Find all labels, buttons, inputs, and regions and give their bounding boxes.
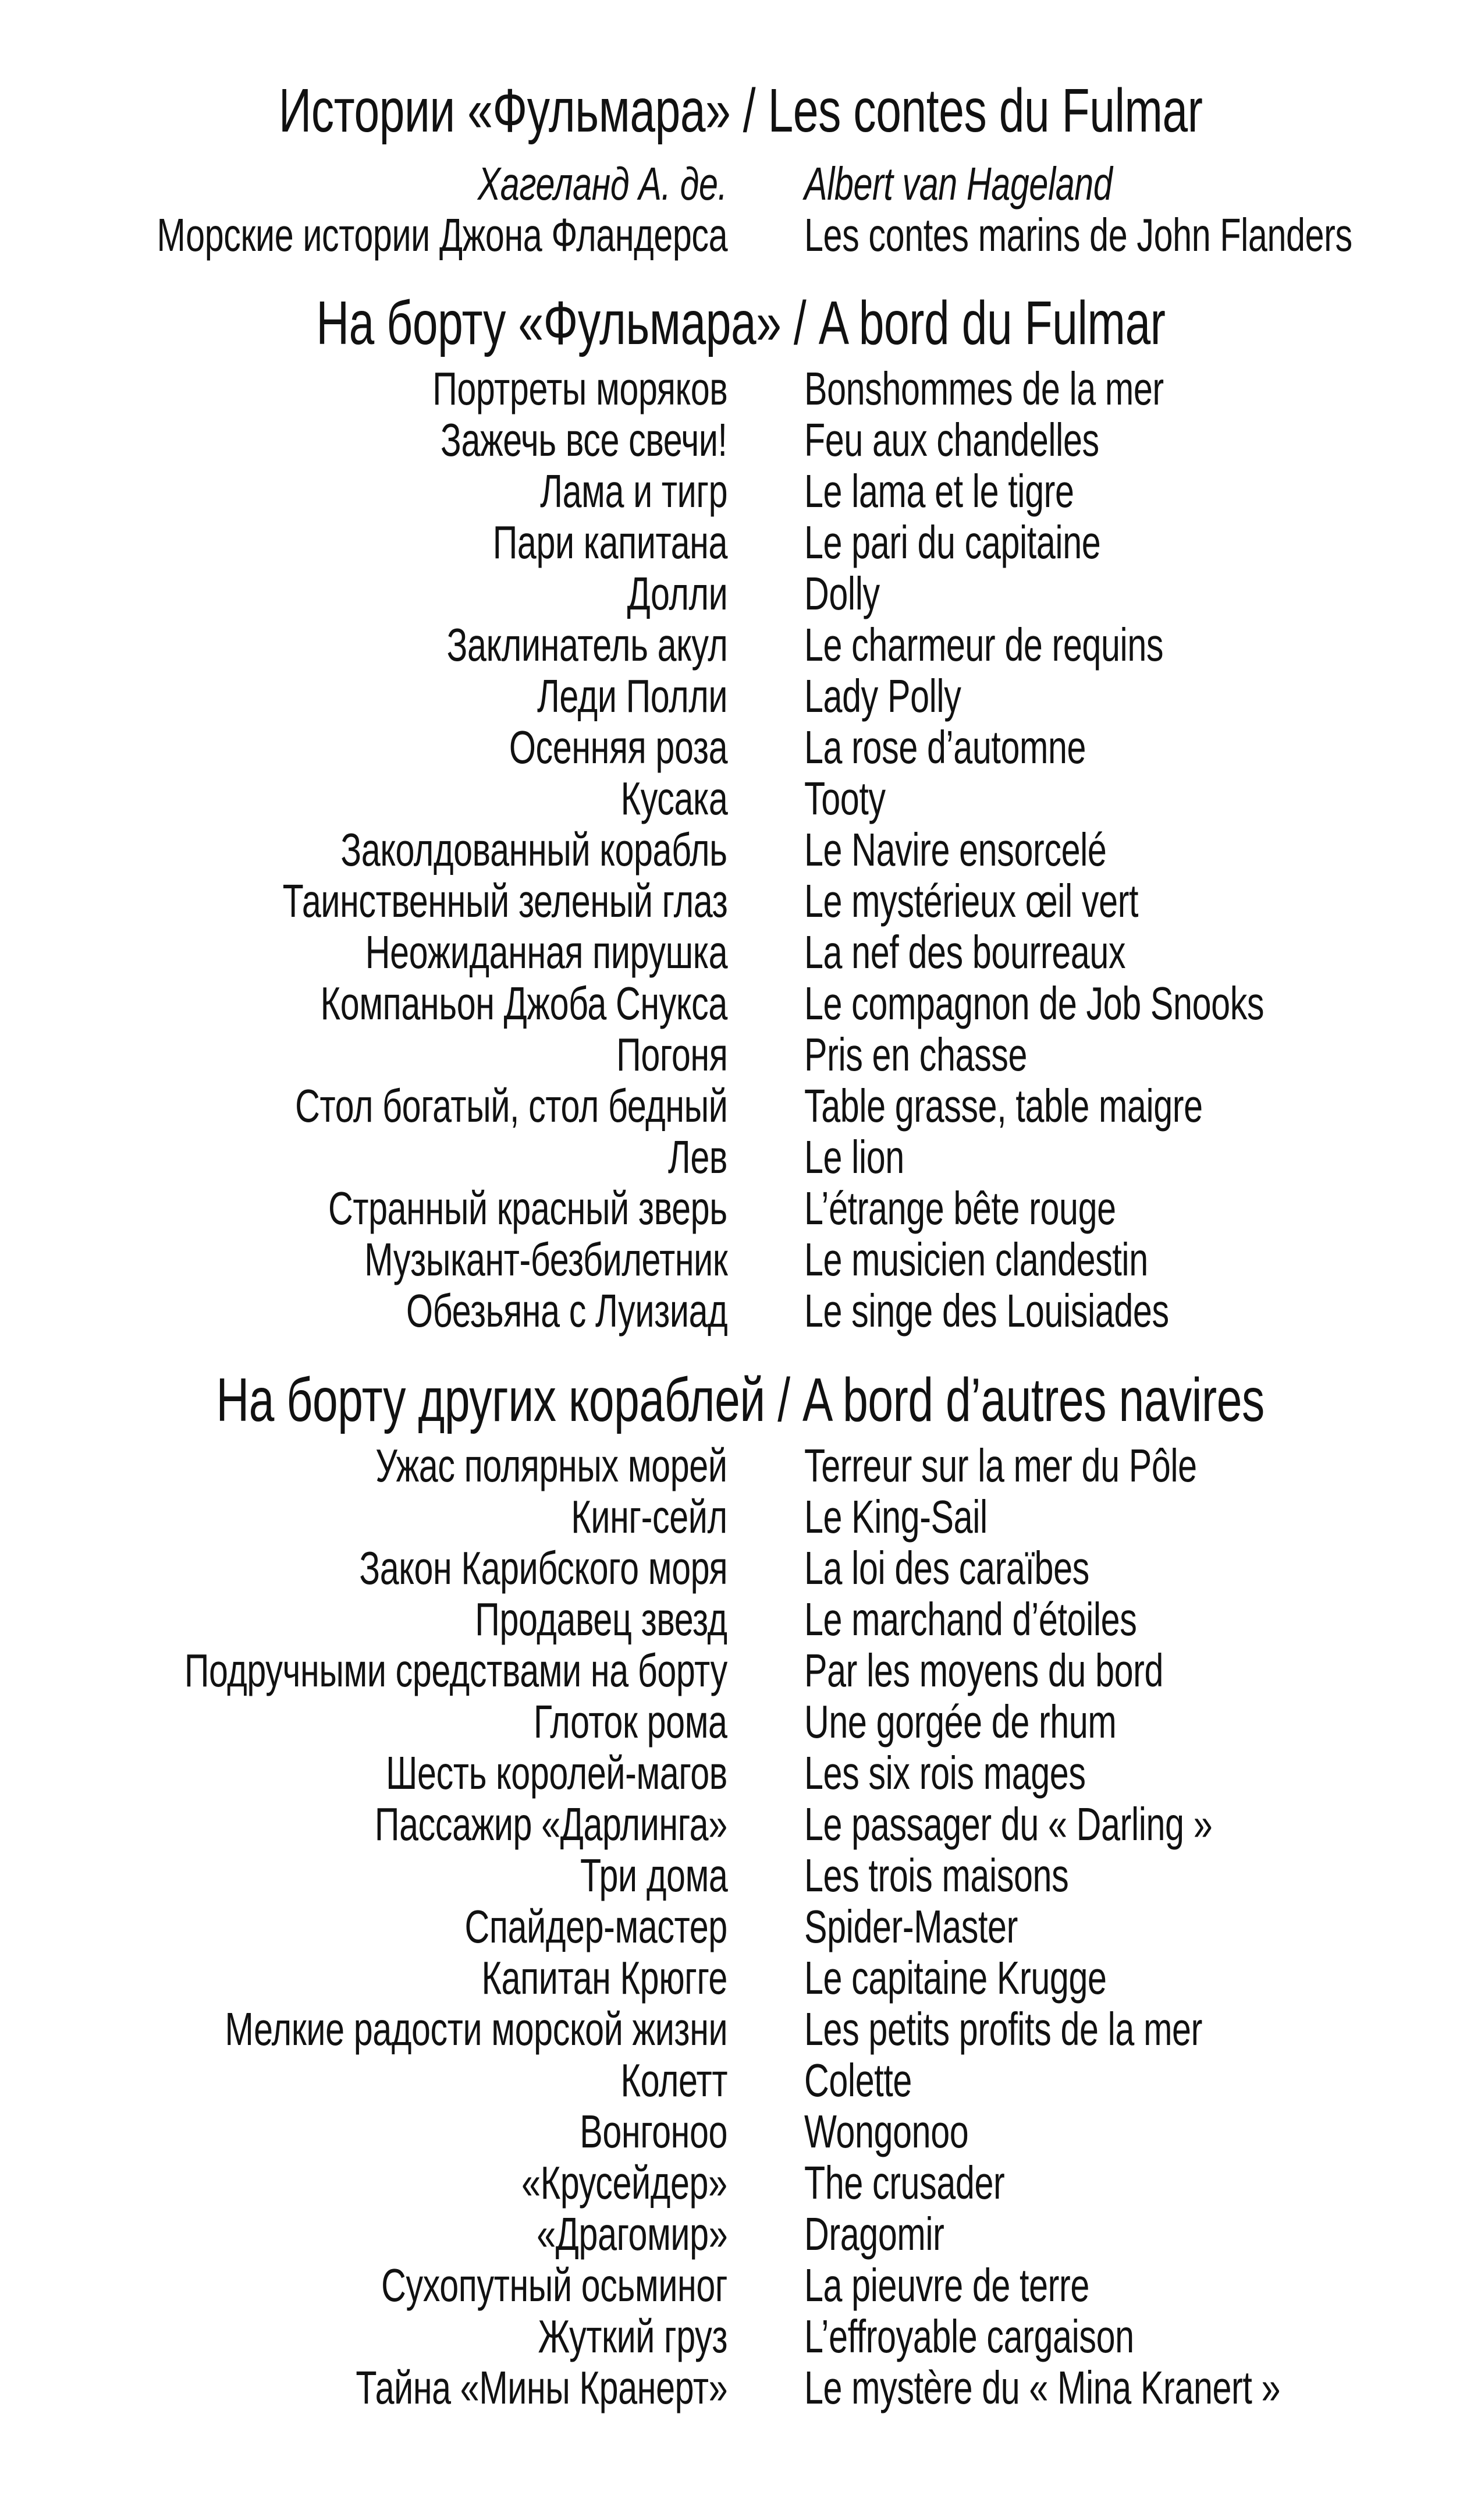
list-item	[0, 517, 1481, 568]
title-ru: Вонгоноо	[580, 2106, 727, 2157]
title-fr: Bonshommes de la mer	[804, 363, 1164, 414]
title-fr: Une gorgée de rhum	[804, 1696, 1117, 1748]
title-fr: La loi des caraïbes	[804, 1542, 1089, 1594]
list-item	[0, 1748, 1481, 1799]
title-ru: Музыкант-безбилетник	[364, 1234, 727, 1285]
section-title-text: На борту других кораблей / A bord d’autres navires	[216, 1366, 1265, 1434]
title-fr: Le mystère du « Mina Kranert »	[804, 2362, 1281, 2413]
list-item	[0, 1491, 1481, 1543]
title-ru: Странный красный зверь	[328, 1182, 727, 1234]
list-item	[0, 1132, 1481, 1183]
list-item	[0, 927, 1481, 978]
list-item	[0, 2362, 1481, 2413]
list-item	[0, 2004, 1481, 2055]
title-ru: Подручными средствами на борту	[184, 1644, 727, 1696]
list-item	[0, 1594, 1481, 1645]
list-item	[0, 1080, 1481, 1132]
section-title	[0, 1365, 1481, 1435]
title-fr: Le King-Sail	[804, 1491, 988, 1543]
list-item	[0, 2260, 1481, 2311]
list-item	[0, 1952, 1481, 2004]
title-ru: Погоня	[616, 1029, 727, 1080]
title-fr: Dragomir	[804, 2208, 944, 2260]
section-title	[0, 288, 1481, 358]
title-ru: Продавец звезд	[475, 1593, 727, 1645]
title-fr: Les trois maisons	[804, 1849, 1069, 1901]
title-ru: Сухопутный осьминог	[381, 2259, 727, 2311]
title-ru: Леди Полли	[537, 670, 727, 722]
title-fr: Lady Polly	[804, 670, 961, 722]
title-ru: Шесть королей-магов	[386, 1747, 727, 1799]
book-title-fr: Les contes marins de John Flanders	[804, 209, 1352, 261]
title-fr: Les petits profits de la mer	[804, 2003, 1202, 2055]
section-title-text: Истории «Фульмара» / Les contes du Fulmar	[278, 76, 1203, 145]
title-fr: Les six rois mages	[804, 1747, 1086, 1799]
list-item	[0, 1183, 1481, 1234]
title-ru: Лев	[667, 1131, 727, 1183]
section-title	[0, 76, 1481, 146]
title-fr: Terreur sur la mer du Pôle	[804, 1440, 1197, 1491]
list-item	[0, 671, 1481, 722]
title-ru: «Крусейдер»	[521, 2157, 727, 2209]
title-ru: Три дома	[580, 1849, 727, 1901]
list-item	[0, 978, 1481, 1029]
title-fr: Par les moyens du bord	[804, 1644, 1164, 1696]
title-fr: Feu aux chandelles	[804, 414, 1099, 466]
title-ru: Заколдованный корабль	[340, 824, 727, 876]
title-fr: L’étrange bête rouge	[804, 1182, 1116, 1234]
title-ru: Заклинатель акул	[446, 619, 727, 671]
title-ru: Пари капитана	[492, 516, 727, 568]
title-fr: Wongonoo	[804, 2106, 969, 2157]
title-fr: Le lion	[804, 1131, 904, 1183]
list-item	[0, 876, 1481, 927]
list-item	[0, 1234, 1481, 1285]
title-fr: Le singe des Louisiades	[804, 1285, 1169, 1337]
list-item	[0, 1440, 1481, 1491]
list-item	[0, 1799, 1481, 1850]
title-fr: The crusader	[804, 2157, 1005, 2209]
title-fr: Tooty	[804, 772, 886, 824]
title-fr: La pieuvre de terre	[804, 2259, 1089, 2311]
title-ru: Ужас полярных морей	[375, 1440, 727, 1491]
title-fr: Colette	[804, 2054, 912, 2106]
title-fr: L’effroyable cargaison	[804, 2310, 1134, 2362]
list-item	[0, 2311, 1481, 2362]
title-ru: Таинственный зеленый глаз	[282, 875, 727, 927]
title-ru: Зажечь все свечи!	[441, 414, 727, 466]
list-item	[0, 466, 1481, 517]
title-fr: Table grasse, table maigre	[804, 1080, 1203, 1132]
book-title-ru: Морские истории Джона Фландерса	[157, 209, 727, 261]
title-fr: Le capitaine Krugge	[804, 1952, 1107, 2004]
title-fr: Le pari du capitaine	[804, 516, 1101, 568]
list-item	[0, 1696, 1481, 1748]
list-item	[0, 1543, 1481, 1594]
title-fr: Le musicien clandestin	[804, 1234, 1148, 1285]
book-title-row	[0, 210, 1481, 261]
title-ru: Жуткий груз	[538, 2310, 727, 2362]
title-ru: Осенняя роза	[509, 721, 727, 773]
list-item	[0, 2055, 1481, 2106]
title-ru: Долли	[627, 568, 727, 619]
title-ru: Обезьяна с Луизиад	[406, 1285, 727, 1337]
list-item	[0, 568, 1481, 619]
list-item	[0, 773, 1481, 824]
list-item	[0, 363, 1481, 414]
title-ru: Кусака	[620, 772, 727, 824]
title-fr: Pris en chasse	[804, 1029, 1028, 1080]
author-fr: Albert van Hageland	[804, 158, 1113, 210]
title-ru: Колетт	[620, 2054, 727, 2106]
list-item	[0, 1645, 1481, 1696]
title-ru: Компаньон Джоба Снукса	[320, 977, 727, 1029]
title-ru: Лама и тигр	[540, 465, 727, 517]
title-ru: Тайна «Мины Кранерт»	[356, 2362, 727, 2413]
title-fr: Le compagnon de Job Snooks	[804, 977, 1265, 1029]
title-ru: Пассажир «Дарлинга»	[375, 1798, 727, 1850]
title-ru: Капитан Крюгге	[481, 1952, 727, 2004]
title-ru: Портреты моряков	[432, 363, 727, 414]
list-item	[0, 619, 1481, 671]
title-fr: La nef des bourreaux	[804, 926, 1126, 978]
list-item	[0, 824, 1481, 876]
title-ru: Мелкие радости морской жизни	[225, 2003, 727, 2055]
title-ru: Кинг-сейл	[571, 1491, 727, 1543]
title-fr: Le lama et le tigre	[804, 465, 1074, 517]
list-item	[0, 2157, 1481, 2209]
title-ru: Стол богатый, стол бедный	[294, 1080, 727, 1132]
title-fr: Spider-Master	[804, 1901, 1018, 1952]
title-fr: La rose d’automne	[804, 721, 1086, 773]
author-ru: Хагеланд А. де.	[478, 158, 727, 210]
list-item	[0, 414, 1481, 466]
title-ru: Спайдер-мастер	[464, 1901, 727, 1952]
title-ru: Глоток рома	[534, 1696, 727, 1748]
title-fr: Le marchand d’étoiles	[804, 1593, 1137, 1645]
list-item	[0, 1901, 1481, 1952]
author-row	[0, 158, 1481, 210]
title-ru: «Драгомир»	[536, 2208, 727, 2260]
section-title-text: На борту «Фульмара» / A bord du Fulmar	[315, 289, 1166, 357]
title-fr: Dolly	[804, 568, 880, 619]
title-ru: Неожиданная пирушка	[365, 926, 727, 978]
title-fr: Le passager du « Darling »	[804, 1798, 1213, 1850]
title-fr: Le Navire ensorcelé	[804, 824, 1107, 876]
title-ru: Закон Карибского моря	[359, 1542, 727, 1594]
list-item	[0, 2209, 1481, 2260]
title-fr: Le charmeur de requins	[804, 619, 1164, 671]
list-item	[0, 1029, 1481, 1080]
list-item	[0, 2106, 1481, 2157]
title-fr: Le mystérieux œil vert	[804, 875, 1139, 927]
list-item	[0, 722, 1481, 773]
list-item	[0, 1285, 1481, 1337]
list-item	[0, 1850, 1481, 1901]
